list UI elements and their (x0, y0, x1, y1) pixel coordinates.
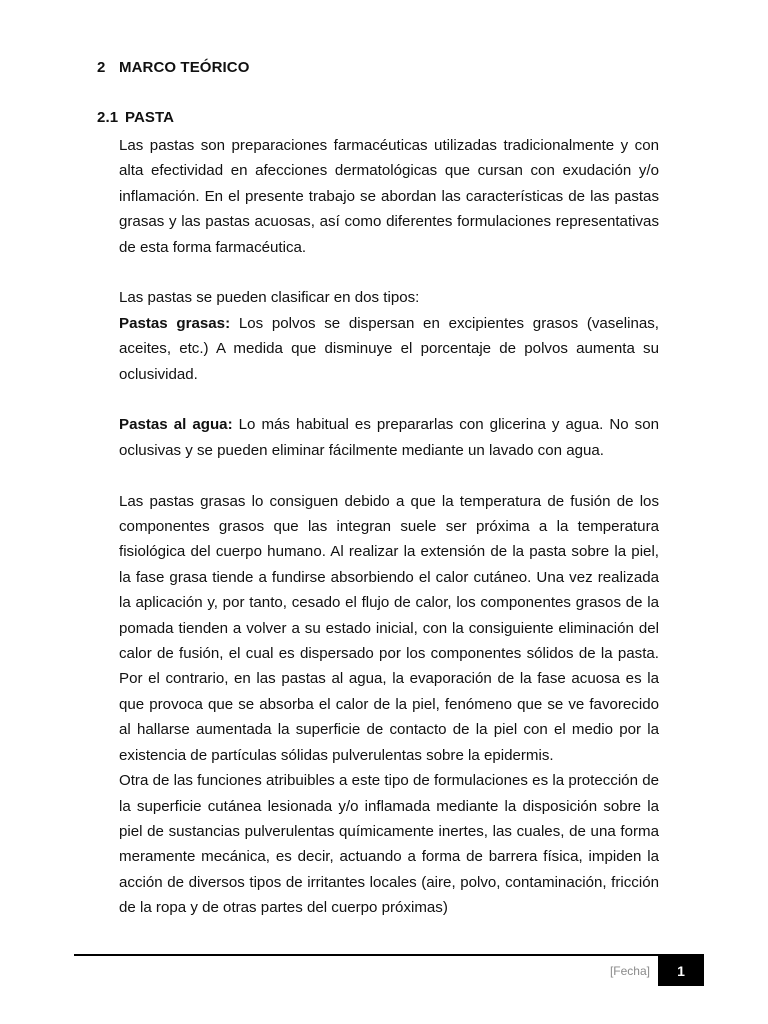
term-pastas-grasas: Pastas grasas: (119, 314, 231, 332)
page-number-box (658, 956, 704, 986)
paragraph-types-intro: Las pastas se pueden clasificar en dos tipos: (119, 289, 420, 307)
text-pastas-grasas: Los polvos se dispersan en excipientes grasos (vaselinas, aceites, etc.) A medida que disminuye el porcentaje de polvos aumenta su oclusividad. (119, 314, 659, 383)
term-pastas-agua: Pastas al agua: (119, 416, 233, 434)
paragraph-pastas-agua (119, 412, 659, 463)
subsection-number: 2.1 (97, 109, 119, 126)
section-heading (97, 59, 249, 76)
text-pastas-agua: Lo más habitual es prepararlas con glicerina y agua. No son oclusivas y se pueden eliminar fácilmente mediante un lavado con agua. (119, 416, 659, 459)
footer-date-placeholder: [Fecha] (609, 964, 650, 978)
subsection-heading (97, 109, 174, 126)
footer-divider (74, 954, 704, 956)
body-text (119, 133, 659, 921)
paragraph-protection: Otra de las funciones atribuibles a este tipo de formulaciones es la protección de la superficie cutánea lesionada y/o inflamada mediante la disposición sobre la piel de sustancias pulverulentas químicamente inertes, las cuales, de una forma meramente mecánica, es decir, actuando a forma de barrera física, impiden la acción de diversos tipos de irritantes locales (aire, polvo, contaminación, fricción de la ropa y de otras partes del cuerpo próximas) (119, 772, 659, 917)
paragraph-pastas-grasas (119, 311, 659, 387)
paragraph-intro: Las pastas son preparaciones farmacéuticas utilizadas tradicionalmente y con alta efectividad en afecciones dermatológicas que cursan con exudación y/o inflamación. En el presente trabajo se abordan las características de las pastas grasas y las pastas acuosas, así como diferentes formulaciones representativas de esta forma farmacéutica. (119, 137, 659, 256)
page-number: 1 (677, 963, 685, 979)
paragraph-mechanism: Las pastas grasas lo consiguen debido a que la temperatura de fusión de los componentes grasos que las integran suele ser próxima a la temperatura fisiológica del cuerpo humano. Al realizar la extensión de la pasta sobre la piel, la fase grasa tiende a fundirse absorbiendo el calor cutáneo. Una vez realizada la aplicación y, por tanto, cesado el flujo de calor, los componentes grasos de la pomada tienden a volver a su estado inicial, con la consiguiente eliminación del calor de fusión, el cual es dispersado por los componentes sólidos de la pasta. Por el contrario, en las pastas al agua, la evaporación de la fase acuosa es la que provoca que se absorba el calor de la piel, fenómeno que se ve favorecido al hallarse aumentada la superficie de contacto de la piel con el medio por la existencia de partículas sólidas pulverulentas sobre la epidermis. (119, 492, 659, 764)
section-title: MARCO TEÓRICO (119, 59, 250, 76)
subsection-title: PASTA (125, 109, 175, 126)
section-number: 2 (97, 59, 106, 76)
